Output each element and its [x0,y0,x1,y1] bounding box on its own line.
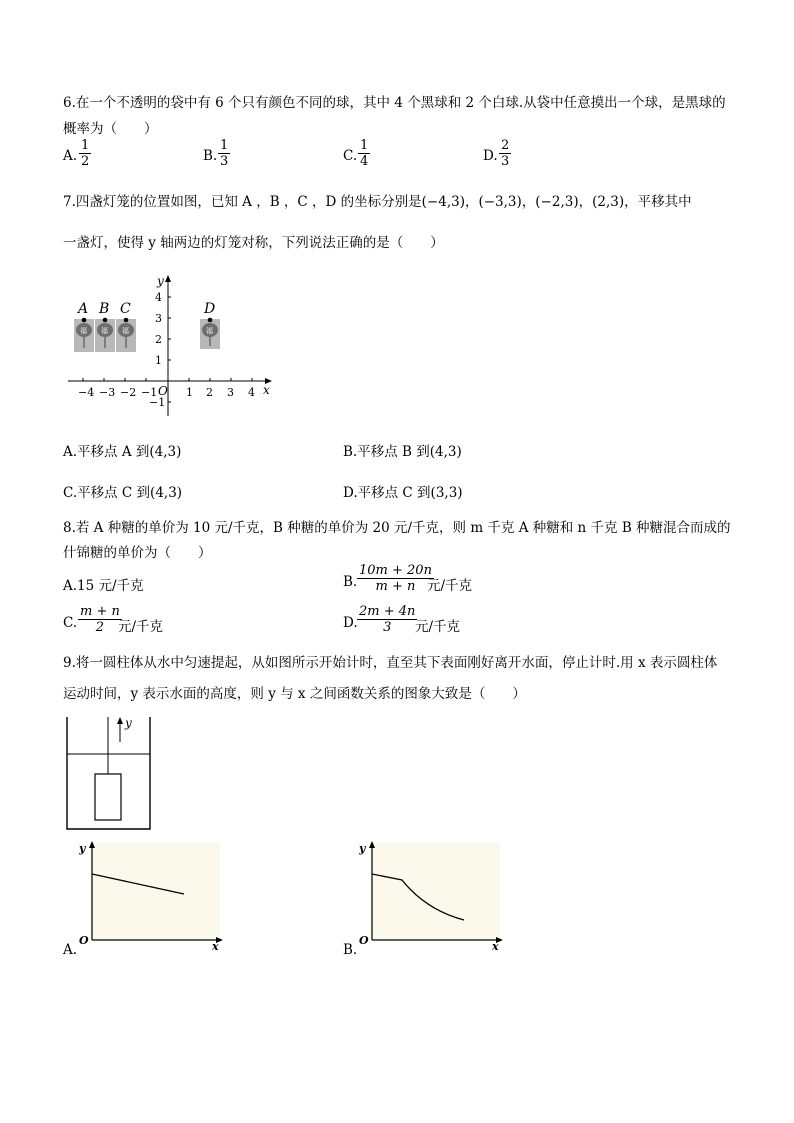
q7-option-d: D.平移点 C 到(3,3) [343,485,463,501]
q7-y-tick: 1 [155,354,162,367]
q6-option-b-fraction: 1 3 [220,138,229,169]
svg-text:O: O [79,934,89,947]
q7-x-tick: 4 [248,386,255,399]
q6-option-a-fraction: 1 2 [81,138,90,169]
q7-x-tick: −2 [120,386,137,399]
q7-x-tick: 2 [206,386,213,399]
q7-option-c: C.平移点 C 到(4,3) [63,485,183,501]
svg-text:福: 福 [206,327,213,335]
q6-option-d-fraction: 2 3 [501,138,510,169]
svg-text:y: y [359,842,366,855]
q8-option-b-unit: 元/千克 [427,578,473,594]
q7-option-a: A.平移点 A 到(4,3) [63,444,182,460]
q6-option-b-letter: B. [203,148,218,164]
q8-option-c-letter: C. [63,615,78,631]
q7-text-line2: 一盏灯，使得 y 轴两边的灯笼对称，下列说法正确的是（ ） [63,235,444,251]
q9-option-b-letter: B. [343,942,358,958]
svg-text:福: 福 [101,327,108,335]
q8-text-line1: 8.若 A 种糖的单价为 10 元/千克，B 种糖的单价为 20 元/千克，则 m 千克 A 种糖和 n 千克 B 种糖混合而成的 [63,520,731,536]
q7-x-tick: −4 [78,386,95,399]
q7-point-label-a: A [78,301,89,317]
q7-text-line1: 7.四盏灯笼的位置如图，已知 A ，B ，C ，D 的坐标分别是(−4,3)，(−3,3)，(−2,3)，(2,3)，平移其中 [63,194,692,210]
q9-up-arrow-head [117,717,123,724]
q9-text-line2: 运动时间，y 表示水面的高度，则 y 与 x 之间函数关系的图象大致是（ ） [63,686,526,702]
q7-x-tick: −3 [99,386,116,399]
q7-option-b: B.平移点 B 到(4,3) [343,444,462,460]
q7-lantern-b [95,301,115,352]
q9-cylinder [95,774,121,820]
q7-y-axis-arrow [165,275,171,282]
q7-x-tick: 1 [186,386,193,399]
q8-option-b-letter: B. [343,574,358,590]
svg-text:y: y [79,842,86,855]
q9-container-diagram [64,712,154,834]
svg-text:x: x [492,940,499,953]
q7-lantern-c [116,301,136,352]
q7-x-tick: −1 [141,386,158,399]
q9-option-a-letter: A. [63,942,78,958]
q7-y-tick: 4 [155,291,162,304]
q8-option-c-fraction: m + n 2 [80,604,120,635]
q6-option-a-letter: A. [63,148,78,164]
q7-lantern-a [74,301,94,352]
q7-y-tick: −1 [149,396,166,409]
q7-coordinate-figure [60,268,285,420]
q7-point-label-d: D [204,301,216,317]
q7-point-label-b: B [99,301,110,317]
q7-x-label: x [263,383,270,397]
q9-text-line1: 9.将一圆柱体从水中匀速提起，从如图所示开始计时，直至其下表面刚好离开水面，停止计时.用 x 表示圆柱体 [63,655,718,671]
q9-graph-b [354,838,504,953]
q8-option-d-fraction: 2m + 4n 3 [359,604,416,635]
q8-option-b-fraction: 10m + 20n m + n [359,563,432,594]
q7-origin-label: O [158,384,168,398]
q7-y-tick: 3 [155,312,162,325]
q9-graph-a [74,838,224,953]
q8-option-d-letter: D. [343,615,358,631]
q7-y-label: y [157,274,164,288]
svg-text:O: O [359,934,369,947]
svg-text:福: 福 [80,327,87,335]
svg-text:x: x [212,940,219,953]
q7-point-label-c: C [120,301,131,317]
q7-x-tick: 3 [227,386,234,399]
q6-option-c-fraction: 1 4 [360,138,369,169]
q9-container-y-label: y [125,716,132,730]
q8-option-a: A.15 元/千克 [63,578,144,594]
q8-option-d-unit: 元/千克 [415,619,461,635]
q8-text-line2: 什锦糖的单价为（ ） [63,545,212,561]
q7-y-tick: 2 [155,333,162,346]
q7-lantern-d [200,301,220,349]
q6-text-line2: 概率为（ ） [63,121,158,137]
q6-text-line1: 6.在一个不透明的袋中有 6 个只有颜色不同的球，其中 4 个黑球和 2 个白球.从袋中任意摸出一个球，是黑球的 [63,95,726,111]
q6-option-d-letter: D. [483,148,498,164]
svg-text:福: 福 [122,327,129,335]
q8-option-c-unit: 元/千克 [118,619,164,635]
q6-option-c-letter: C. [343,148,358,164]
